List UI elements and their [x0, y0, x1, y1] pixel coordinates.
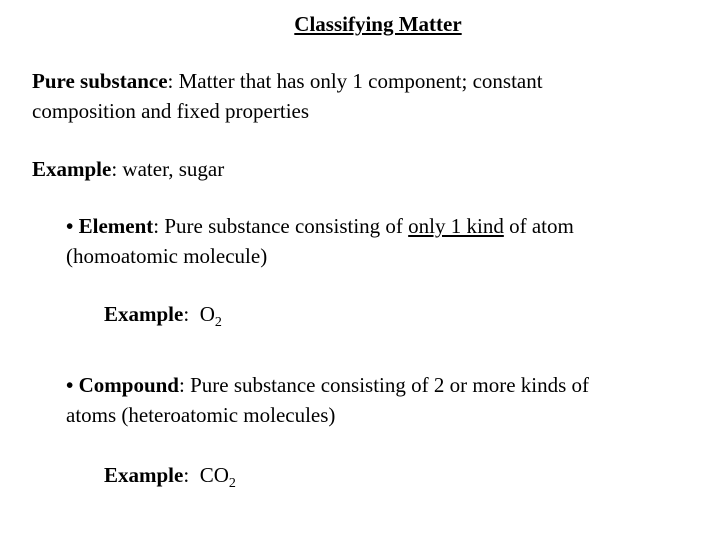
- pure-substance-definition-text: : Matter that has only 1 component; constant: [167, 69, 543, 93]
- pure-substance-definition: [32, 66, 543, 126]
- compound-def-text: : Pure substance consisting of 2 or more kinds of: [179, 373, 590, 397]
- pure-substance-line-2: composition and fixed properties: [32, 99, 310, 123]
- compound-example-label: Example: [104, 463, 184, 487]
- pure-substance-example: [32, 154, 224, 184]
- element-bullet: •: [66, 214, 74, 238]
- element-line-1: [66, 211, 574, 241]
- element-definition: [66, 211, 574, 271]
- pure-example-text: : water, sugar: [111, 157, 225, 181]
- element-line-2: (homoatomic molecule): [66, 244, 268, 268]
- compound-term: Compound: [78, 373, 179, 397]
- pure-example-label: Example: [32, 157, 112, 181]
- element-def-before: : Pure substance consisting of: [153, 214, 409, 238]
- compound-example-formula: CO: [199, 463, 229, 487]
- compound-example-subscript: 2: [228, 476, 236, 491]
- pure-substance-term: Pure substance: [32, 69, 168, 93]
- element-example-label: Example: [104, 302, 184, 326]
- compound-line-2: atoms (heteroatomic molecules): [66, 403, 336, 427]
- element-example: [104, 299, 222, 329]
- element-example-sep: :: [183, 302, 200, 326]
- compound-example-sep: :: [183, 463, 200, 487]
- element-def-underlined: only 1 kind: [408, 214, 504, 238]
- compound-example: [104, 460, 236, 490]
- element-def-after: of atom: [503, 214, 574, 238]
- compound-line-1: [66, 370, 589, 400]
- element-example-formula: O: [199, 302, 215, 326]
- element-example-subscript: 2: [214, 315, 222, 330]
- pure-substance-line-1: [32, 66, 543, 96]
- element-term: Element: [78, 214, 154, 238]
- page-title: Classifying Matter: [294, 12, 462, 36]
- compound-definition: [66, 370, 589, 430]
- compound-bullet: •: [66, 373, 74, 397]
